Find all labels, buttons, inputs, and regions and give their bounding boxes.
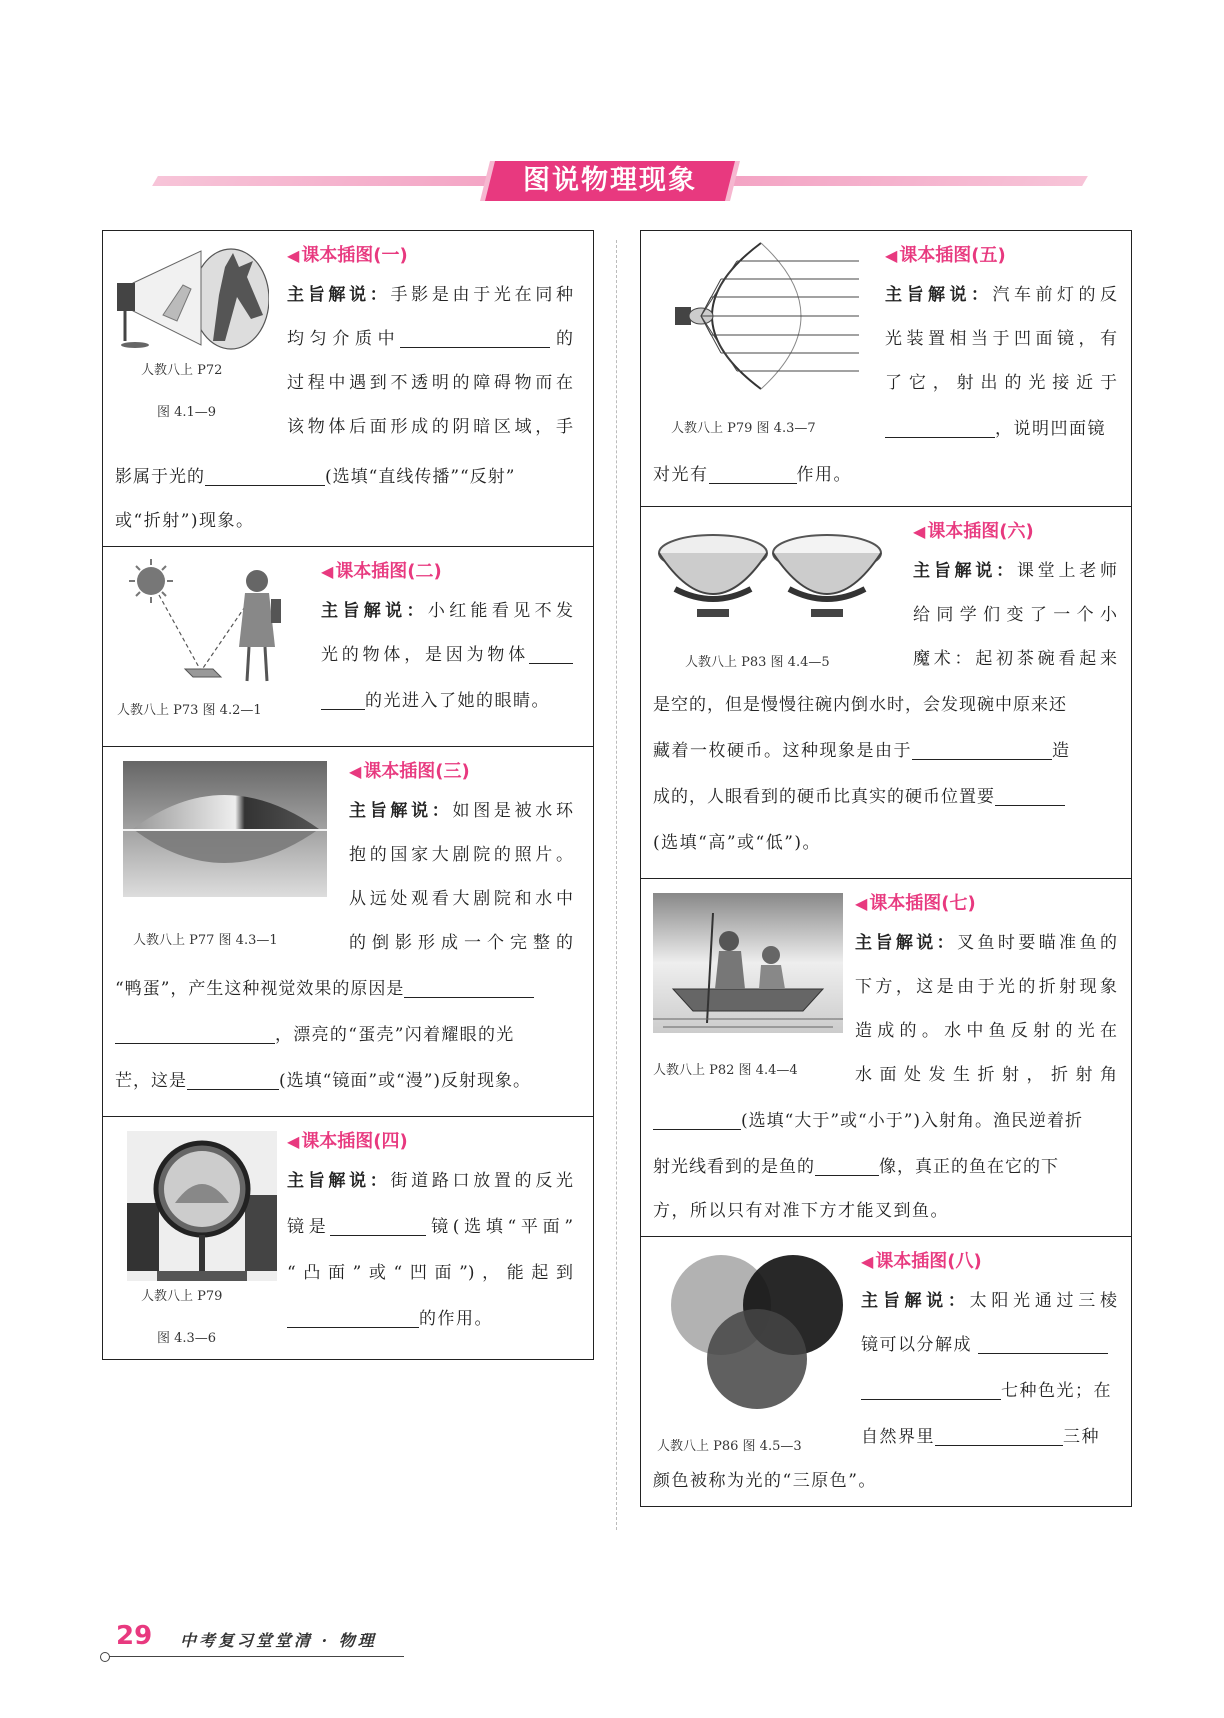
- section-title: [885, 241, 1006, 267]
- text-line: [287, 329, 573, 349]
- text-fragment: 七种色光；在: [1001, 1381, 1112, 1401]
- answer-blank[interactable]: [815, 1157, 879, 1176]
- text-fragment: ，说明凹面镜: [995, 419, 1106, 439]
- text-line: [349, 801, 573, 821]
- text-fragment: 三种: [1063, 1427, 1100, 1447]
- section-title: [855, 889, 976, 915]
- hand-shadow-figure: [113, 245, 269, 353]
- section-title: [287, 241, 408, 267]
- section-title-text: 课本插图(五): [899, 245, 1006, 266]
- section-figure-2: [103, 547, 593, 747]
- answer-blank[interactable]: [287, 1309, 419, 1328]
- figure-caption: 人教八上 P86 图 4.5—3: [657, 1439, 802, 1454]
- lead-label: 主旨解说：: [287, 1171, 391, 1191]
- text-fragment: 像，真正的鱼在它的下: [879, 1157, 1059, 1177]
- figure-caption: 人教八上 P72: [141, 363, 223, 378]
- text-line: 给同学们变了一个小: [913, 605, 1117, 625]
- text-line: 造成的。水中鱼反射的光在: [855, 1021, 1117, 1041]
- text-fragment: 镜(选填“平面”: [426, 1217, 574, 1237]
- text-line: 方，所以只有对准下方才能叉到鱼。: [653, 1201, 949, 1221]
- answer-blank[interactable]: [935, 1427, 1063, 1446]
- spear-fishing-illustration: [653, 893, 843, 1033]
- text-line: [861, 1291, 1117, 1311]
- text-line: [861, 1335, 1108, 1355]
- text-fragment: 造: [1052, 741, 1071, 761]
- section-figure-4: [103, 1117, 593, 1361]
- text-line: [861, 1427, 1100, 1447]
- text-line: [653, 787, 1065, 807]
- text-line: 从远处观看大剧院和水中: [349, 889, 573, 909]
- text-line: [287, 285, 573, 305]
- text-fragment: 光的物体，是因为物体: [321, 645, 529, 665]
- section-title-text: 课本插图(一): [301, 245, 408, 266]
- figure-caption: 人教八上 P77 图 4.3—1: [133, 933, 278, 948]
- lead-label: 主旨解说：: [349, 801, 453, 821]
- answer-blank[interactable]: [995, 787, 1065, 806]
- triangle-marker-icon: ◀: [861, 1252, 874, 1271]
- answer-blank[interactable]: [115, 1025, 275, 1044]
- section-figure-6: [641, 507, 1131, 879]
- text-line: [287, 1309, 493, 1329]
- text-fragment: 街道路口放置的反光: [390, 1171, 574, 1191]
- answer-blank[interactable]: [330, 1217, 426, 1236]
- answer-blank[interactable]: [187, 1071, 279, 1090]
- section-title-text: 课本插图(四): [301, 1131, 408, 1152]
- text-line: 了它，射出的光接近于: [885, 373, 1117, 393]
- text-line: 过程中遇到不透明的障碍物而在: [287, 373, 573, 393]
- text-line: [913, 561, 1117, 581]
- text-fragment: 小红能看见不发: [427, 601, 574, 621]
- text-line: [855, 933, 1117, 953]
- section-figure-3: [103, 747, 593, 1117]
- national-theater-photo: [123, 761, 327, 897]
- tea-bowls-photo: [657, 525, 883, 625]
- text-fragment: 藏着一枚硬币。这种现象是由于: [653, 741, 912, 761]
- page-number: 29: [116, 1621, 153, 1651]
- text-line: [115, 1071, 531, 1091]
- text-fragment: 手影是由于光在同种: [390, 285, 574, 305]
- text-line: [885, 285, 1117, 305]
- text-line: “凸面”或“凹面”)，能起到: [287, 1263, 573, 1283]
- text-line: [321, 601, 573, 621]
- lead-label: 主旨解说：: [321, 601, 428, 621]
- section-title-text: 课本插图(七): [869, 893, 976, 914]
- text-fragment: 的光进入了她的眼睛。: [365, 691, 550, 711]
- footer-rule: [104, 1656, 404, 1657]
- convex-mirror-photo: [127, 1131, 277, 1281]
- section-figure-8: [641, 1237, 1131, 1508]
- triangle-marker-icon: ◀: [855, 894, 868, 913]
- text-fragment: 自然界里: [861, 1427, 935, 1447]
- text-fragment: 的作用。: [419, 1309, 493, 1329]
- triangle-marker-icon: ◀: [885, 246, 898, 265]
- lead-label: 主旨解说：: [913, 561, 1017, 581]
- figure-caption: 图 4.3—6: [157, 1331, 217, 1346]
- triangle-marker-icon: ◀: [913, 522, 926, 541]
- text-line: [287, 1217, 573, 1237]
- figure-caption: 人教八上 P82 图 4.4—4: [653, 1063, 798, 1078]
- text-fragment: 镜是: [287, 1217, 331, 1237]
- text-line: 是空的，但是慢慢往碗内倒水时，会发现碗中原来还: [653, 695, 1067, 715]
- text-line: 光装置相当于凹面镜，有: [885, 329, 1117, 349]
- text-fragment: “鸭蛋”，产生这种视觉效果的原因是: [115, 979, 405, 999]
- text-fragment: (选填“直线传播”“反射”: [325, 467, 516, 487]
- headlight-reflector-diagram: [671, 241, 861, 391]
- text-line: [653, 741, 1071, 761]
- section-title: [861, 1247, 982, 1273]
- text-fragment: 射光线看到的是鱼的: [653, 1157, 815, 1177]
- section-title-text: 课本插图(二): [335, 561, 442, 582]
- answer-blank[interactable]: [861, 1381, 1001, 1400]
- triangle-marker-icon: ◀: [349, 762, 362, 781]
- right-column: [640, 230, 1132, 1507]
- lead-label: 主旨解说：: [287, 285, 391, 305]
- section-title: [321, 557, 442, 583]
- text-line: [115, 979, 534, 999]
- text-line: 魔术：起初茶碗看起来: [913, 649, 1117, 669]
- answer-blank[interactable]: [709, 465, 797, 484]
- section-title-text: 课本插图(八): [875, 1251, 982, 1272]
- text-line: [885, 419, 1106, 439]
- text-line: 该物体后面形成的阴暗区域，手: [287, 417, 573, 437]
- section-figure-5: [641, 231, 1131, 507]
- triangle-marker-icon: ◀: [321, 562, 334, 581]
- figure-caption: 人教八上 P79 图 4.3—7: [671, 421, 816, 436]
- text-fragment: 均匀介质中: [287, 329, 401, 349]
- text-fragment: 作用。: [796, 465, 852, 485]
- text-fragment: 汽车前灯的反: [992, 285, 1117, 305]
- text-line: 或“折射”)现象。: [115, 511, 255, 531]
- girl-sees-book-figure: [129, 559, 289, 689]
- figure-caption: 图 4.1—9: [157, 405, 217, 420]
- section-title: [349, 757, 470, 783]
- section-title-text: 课本插图(三): [363, 761, 470, 782]
- text-fragment: 对光有: [653, 465, 709, 485]
- text-line: 下方，这是由于光的折射现象: [855, 977, 1117, 997]
- text-line: [321, 645, 573, 665]
- text-fragment: 的: [550, 329, 574, 349]
- answer-blank[interactable]: [885, 419, 995, 438]
- text-line: 的倒影形成一个完整的: [349, 933, 573, 953]
- text-fragment: (选填“镜面”或“漫”)反射现象。: [279, 1071, 532, 1091]
- text-line: [861, 1381, 1112, 1401]
- text-fragment: 太阳光通过三棱: [969, 1291, 1118, 1311]
- text-fragment: 芒，这是: [115, 1071, 187, 1091]
- three-primary-colors-diagram: [657, 1247, 857, 1417]
- answer-blank[interactable]: [978, 1335, 1108, 1354]
- answer-blank[interactable]: [404, 979, 534, 998]
- lead-label: 主旨解说：: [885, 285, 993, 305]
- text-fragment: 叉鱼时要瞄准鱼的: [957, 933, 1118, 953]
- lead-label: 主旨解说：: [861, 1291, 970, 1311]
- text-fragment: ，漂亮的“蛋壳”闪着耀眼的光: [275, 1025, 515, 1045]
- text-fragment: 镜可以分解成: [861, 1335, 972, 1355]
- section-figure-1: [103, 231, 593, 547]
- answer-blank[interactable]: [400, 329, 550, 348]
- answer-blank[interactable]: [321, 691, 365, 710]
- text-line: [653, 465, 852, 485]
- text-line: [321, 691, 550, 711]
- text-fragment: 如图是被水环: [452, 801, 573, 821]
- figure-caption: 人教八上 P79: [141, 1289, 223, 1304]
- footer-dot-icon: [100, 1652, 110, 1662]
- text-fragment: 影属于光的: [115, 467, 205, 487]
- page-banner-title: 图说物理现象: [523, 165, 697, 196]
- section-title: [913, 517, 1034, 543]
- text-line: [115, 1025, 515, 1045]
- text-fragment: (选填“大于”或“小于”)入射角。渔民逆着折: [741, 1111, 1084, 1131]
- column-divider: [616, 240, 617, 1530]
- answer-blank[interactable]: [912, 741, 1052, 760]
- text-line: [653, 1111, 1083, 1131]
- answer-blank[interactable]: [653, 1111, 741, 1130]
- text-line: 水面处发生折射，折射角: [855, 1065, 1117, 1085]
- text-fragment: 课堂上老师: [1016, 561, 1118, 581]
- triangle-marker-icon: ◀: [287, 1132, 300, 1151]
- text-line: [287, 1171, 573, 1191]
- text-line: [115, 467, 515, 487]
- text-line: 抱的国家大剧院的照片。: [349, 845, 573, 865]
- triangle-marker-icon: ◀: [287, 246, 300, 265]
- figure-caption: 人教八上 P83 图 4.4—5: [685, 655, 830, 670]
- text-fragment: 成的，人眼看到的硬币比真实的硬币位置要: [653, 787, 995, 807]
- text-line: 颜色被称为光的“三原色”。: [653, 1471, 877, 1491]
- text-line: (选填“高”或“低”)。: [653, 833, 822, 853]
- footer-book-title: 中考复习堂堂清 · 物理: [180, 1631, 377, 1650]
- section-title-text: 课本插图(六): [927, 521, 1034, 542]
- figure-caption: 人教八上 P73 图 4.2—1: [117, 703, 262, 718]
- text-line: [653, 1157, 1059, 1177]
- left-column: [102, 230, 594, 1360]
- lead-label: 主旨解说：: [855, 933, 958, 953]
- answer-blank[interactable]: [529, 645, 573, 664]
- section-title: [287, 1127, 408, 1153]
- section-figure-7: [641, 879, 1131, 1237]
- answer-blank[interactable]: [205, 467, 325, 486]
